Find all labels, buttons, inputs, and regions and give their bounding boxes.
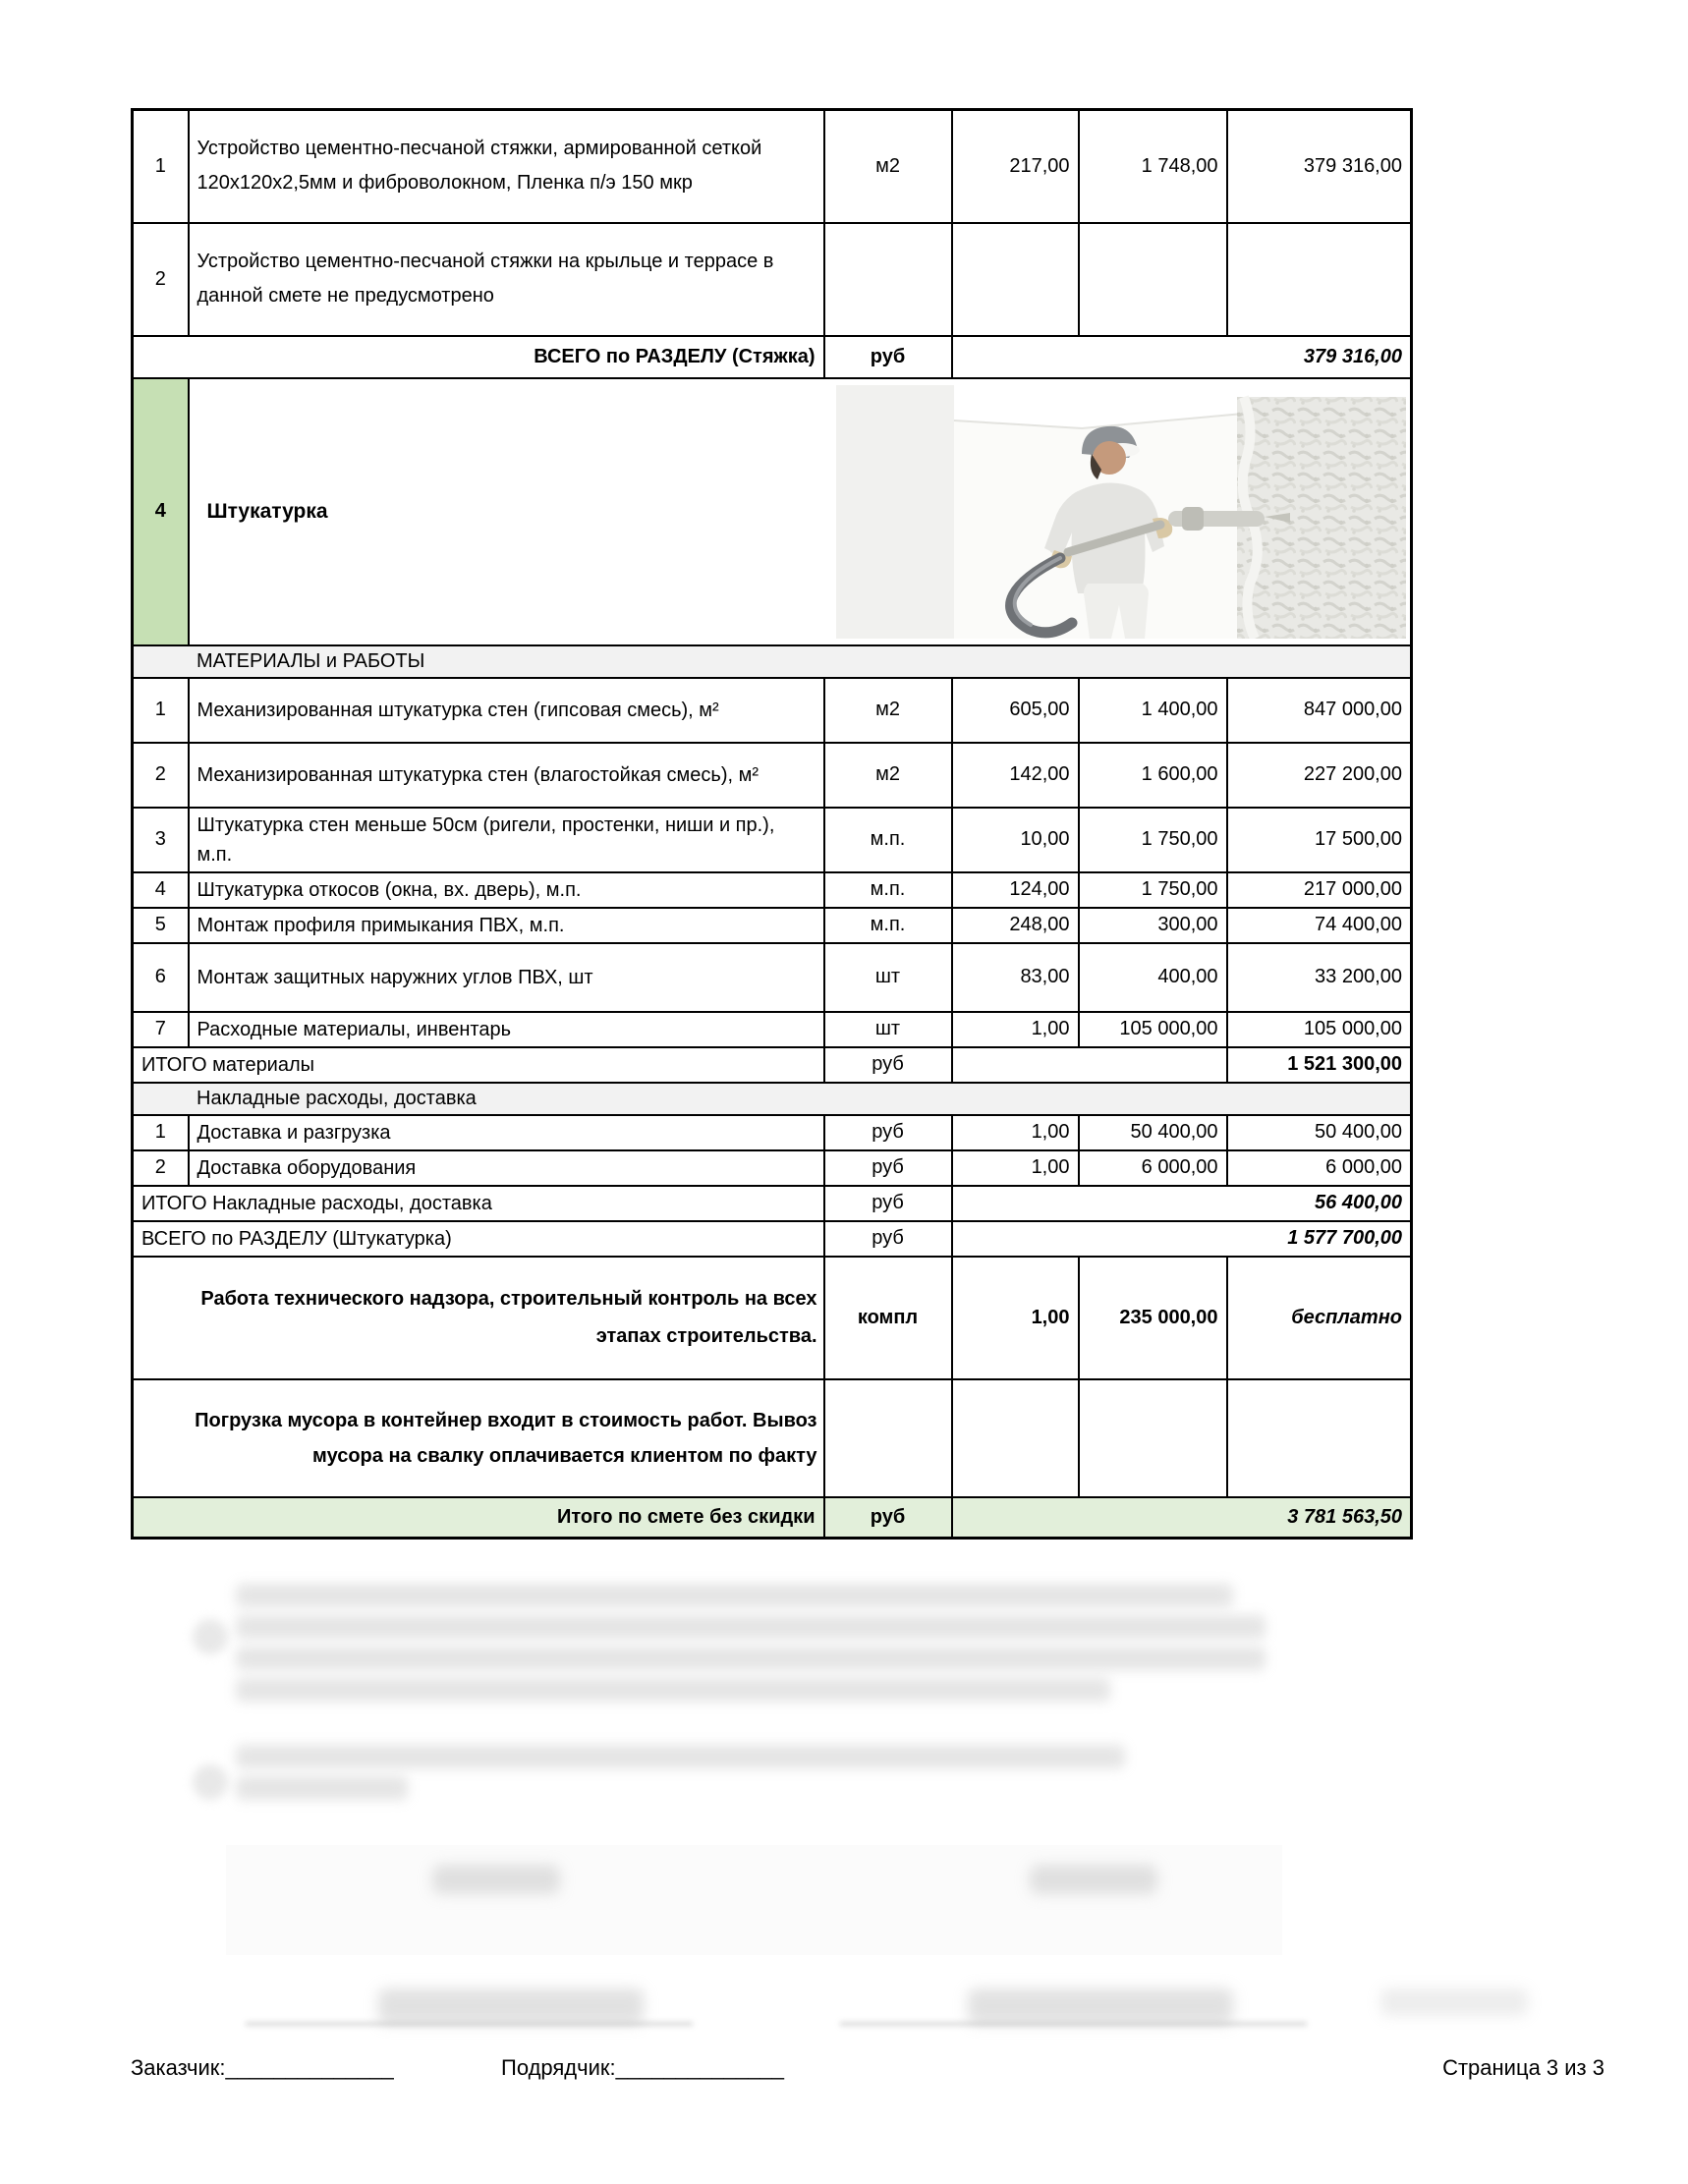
row-number-cell: 2 — [133, 1150, 189, 1186]
total-cell: 50 400,00 — [1227, 1115, 1412, 1150]
table-row — [133, 110, 1412, 223]
unit-cell: руб — [824, 336, 952, 378]
quantity-cell: 142,00 — [952, 743, 1079, 808]
quantity-cell: 248,00 — [952, 908, 1079, 943]
work-description-cell: Штукатурка стен меньше 50см (ригели, простенки, ниши и пр.), м.п. — [189, 808, 824, 872]
work-description-cell: Расходные материалы, инвентарь — [189, 1012, 824, 1047]
quantity-cell: 605,00 — [952, 678, 1079, 743]
price-cell: 1 400,00 — [1079, 678, 1227, 743]
unit-cell: руб — [824, 1047, 952, 1083]
row-number-cell: 3 — [133, 808, 189, 872]
work-description-cell: Монтаж профиля примыкания ПВХ, м.п. — [189, 908, 824, 943]
redacted-signature-label — [1030, 1865, 1157, 1894]
grand-total-row — [133, 1497, 1412, 1539]
row-number-cell: 1 — [133, 678, 189, 743]
quantity-cell: 124,00 — [952, 872, 1079, 908]
materials-total-row — [133, 1047, 1412, 1083]
total-cell: 74 400,00 — [1227, 908, 1412, 943]
plaster-section-total-row — [133, 1221, 1412, 1257]
grand-total-value: 3 781 563,50 — [952, 1497, 1412, 1539]
materials-header-row — [133, 645, 1412, 678]
screed-section-total-row — [133, 336, 1412, 378]
redacted-signature-name — [378, 1988, 644, 2024]
quantity-cell: 1,00 — [952, 1115, 1079, 1150]
section-total-value: 1 577 700,00 — [952, 1221, 1412, 1257]
row-number-cell: 4 — [133, 872, 189, 908]
price-cell — [1079, 1379, 1227, 1497]
unit-cell: м.п. — [824, 908, 952, 943]
quantity-cell: 10,00 — [952, 808, 1079, 872]
page-number: Страница 3 из 3 — [1442, 2055, 1604, 2080]
plasterer-spraying-wall-photo — [836, 385, 1406, 639]
price-cell: 235 000,00 — [1079, 1257, 1227, 1379]
row-number-cell: 7 — [133, 1012, 189, 1047]
overhead-total-value: 56 400,00 — [952, 1186, 1412, 1221]
table-row — [133, 872, 1412, 908]
work-description-cell: Механизированная штукатурка стен (влагостойкая смесь), м² — [189, 743, 824, 808]
table-row — [133, 743, 1412, 808]
total-cell: 217 000,00 — [1227, 872, 1412, 908]
price-cell: 105 000,00 — [1079, 1012, 1227, 1047]
unit-cell — [824, 223, 952, 336]
section-title-cell — [189, 378, 1412, 645]
section-total-label: ВСЕГО по РАЗДЕЛУ (Штукатурка) — [133, 1221, 824, 1257]
estimate-table — [131, 108, 1413, 1540]
quantity-cell: 1,00 — [952, 1150, 1079, 1186]
total-cell — [1227, 1379, 1412, 1497]
supervision-description: Работа технического надзора, строительный контроль на всех этапах строительства. — [133, 1257, 824, 1379]
redacted-signature-name — [1380, 1988, 1528, 2016]
price-cell: 1 600,00 — [1079, 743, 1227, 808]
price-cell: 400,00 — [1079, 943, 1227, 1012]
row-number-cell: 1 — [133, 1115, 189, 1150]
grand-total-label: Итого по смете без скидки — [133, 1497, 824, 1539]
unit-cell — [824, 1379, 952, 1497]
unit-cell: компл — [824, 1257, 952, 1379]
row-number-cell: 2 — [133, 743, 189, 808]
unit-cell: шт — [824, 943, 952, 1012]
materials-header-label: МАТЕРИАЛЫ и РАБОТЫ — [133, 645, 1412, 678]
garbage-note-row — [133, 1379, 1412, 1497]
garbage-note-description: Погрузка мусора в контейнер входит в стоимость работ. Вывоз мусора на свалку оплачивается клиентом по факту — [133, 1379, 824, 1497]
work-description-cell: Доставка и разгрузка — [189, 1115, 824, 1150]
materials-total-label: ИТОГО материалы — [133, 1047, 824, 1083]
price-cell: 1 750,00 — [1079, 808, 1227, 872]
bullet-icon — [193, 1619, 228, 1654]
row-number-cell: 1 — [133, 110, 189, 223]
estimate-sheet — [131, 108, 1410, 1540]
supervision-row — [133, 1257, 1412, 1379]
section-title: Штукатурка — [206, 499, 328, 523]
row-number-cell: 2 — [133, 223, 189, 336]
unit-cell: руб — [824, 1115, 952, 1150]
row-number-cell: 5 — [133, 908, 189, 943]
quantity-cell: 217,00 — [952, 110, 1079, 223]
redacted-text-line — [236, 1584, 1233, 1607]
work-description-cell: Механизированная штукатурка стен (гипсовая смесь), м² — [189, 678, 824, 743]
price-cell: 300,00 — [1079, 908, 1227, 943]
total-cell: 105 000,00 — [1227, 1012, 1412, 1047]
price-cell — [1079, 223, 1227, 336]
quantity-cell: 83,00 — [952, 943, 1079, 1012]
signature-line — [246, 2022, 693, 2026]
materials-total-value: 1 521 300,00 — [1227, 1047, 1412, 1083]
redacted-text-line — [236, 1615, 1266, 1639]
work-description-cell: Устройство цементно-песчаной стяжки на крыльце и террасе в данной смете не предусмотрено — [189, 223, 824, 336]
price-cell: 6 000,00 — [1079, 1150, 1227, 1186]
unit-cell: руб — [824, 1221, 952, 1257]
table-row — [133, 943, 1412, 1012]
unit-cell: м.п. — [824, 808, 952, 872]
customer-signature-label: Заказчик:______________ — [131, 2055, 394, 2080]
overhead-header-row — [133, 1083, 1412, 1115]
table-row — [133, 808, 1412, 872]
contractor-signature-label: Подрядчик:______________ — [501, 2055, 784, 2080]
unit-cell: м.п. — [824, 872, 952, 908]
work-description-cell: Монтаж защитных наружних углов ПВХ, шт — [189, 943, 824, 1012]
plaster-section-header-row — [133, 378, 1412, 645]
signature-line — [840, 2022, 1307, 2026]
unit-cell: м2 — [824, 743, 952, 808]
bullet-icon — [193, 1764, 228, 1800]
table-row — [133, 908, 1412, 943]
section-total-label: ВСЕГО по РАЗДЕЛУ (Стяжка) — [133, 336, 824, 378]
redacted-text-line — [236, 1745, 1125, 1768]
unit-cell: руб — [824, 1497, 952, 1539]
redacted-text-line — [236, 1647, 1266, 1670]
quantity-cell: 1,00 — [952, 1012, 1079, 1047]
overhead-header-label: Накладные расходы, доставка — [133, 1083, 1412, 1115]
redacted-signature-label — [432, 1865, 560, 1894]
total-cell: 6 000,00 — [1227, 1150, 1412, 1186]
table-row — [133, 1115, 1412, 1150]
unit-cell: шт — [824, 1012, 952, 1047]
unit-cell: руб — [824, 1186, 952, 1221]
table-row — [133, 1012, 1412, 1047]
total-cell: 17 500,00 — [1227, 808, 1412, 872]
price-cell: 1 750,00 — [1079, 872, 1227, 908]
empty-cell — [952, 1047, 1227, 1083]
table-row — [133, 678, 1412, 743]
table-row — [133, 1150, 1412, 1186]
work-description-cell: Штукатурка откосов (окна, вх. дверь), м.п. — [189, 872, 824, 908]
unit-cell: м2 — [824, 110, 952, 223]
quantity-cell — [952, 223, 1079, 336]
work-description-cell: Доставка оборудования — [189, 1150, 824, 1186]
unit-cell: м2 — [824, 678, 952, 743]
table-row — [133, 223, 1412, 336]
redacted-text-line — [236, 1776, 408, 1800]
unit-cell: руб — [824, 1150, 952, 1186]
row-number-cell: 6 — [133, 943, 189, 1012]
total-cell: 847 000,00 — [1227, 678, 1412, 743]
overhead-total-label: ИТОГО Накладные расходы, доставка — [133, 1186, 824, 1221]
quantity-cell: 1,00 — [952, 1257, 1079, 1379]
overhead-total-row — [133, 1186, 1412, 1221]
total-cell: бесплатно — [1227, 1257, 1412, 1379]
work-description-cell: Устройство цементно-песчаной стяжки, армированной сеткой 120х120х2,5мм и фиброволокном, Пленка п/э 150 мкр — [189, 110, 824, 223]
total-cell — [1227, 223, 1412, 336]
price-cell: 50 400,00 — [1079, 1115, 1227, 1150]
price-cell: 1 748,00 — [1079, 110, 1227, 223]
redacted-text-line — [236, 1678, 1110, 1702]
total-cell: 33 200,00 — [1227, 943, 1412, 1012]
section-total-value: 379 316,00 — [952, 336, 1412, 378]
total-cell: 379 316,00 — [1227, 110, 1412, 223]
signature-panel — [226, 1845, 1282, 1955]
quantity-cell — [952, 1379, 1079, 1497]
section-number-cell: 4 — [133, 378, 189, 645]
total-cell: 227 200,00 — [1227, 743, 1412, 808]
redacted-signature-name — [968, 1988, 1233, 2024]
